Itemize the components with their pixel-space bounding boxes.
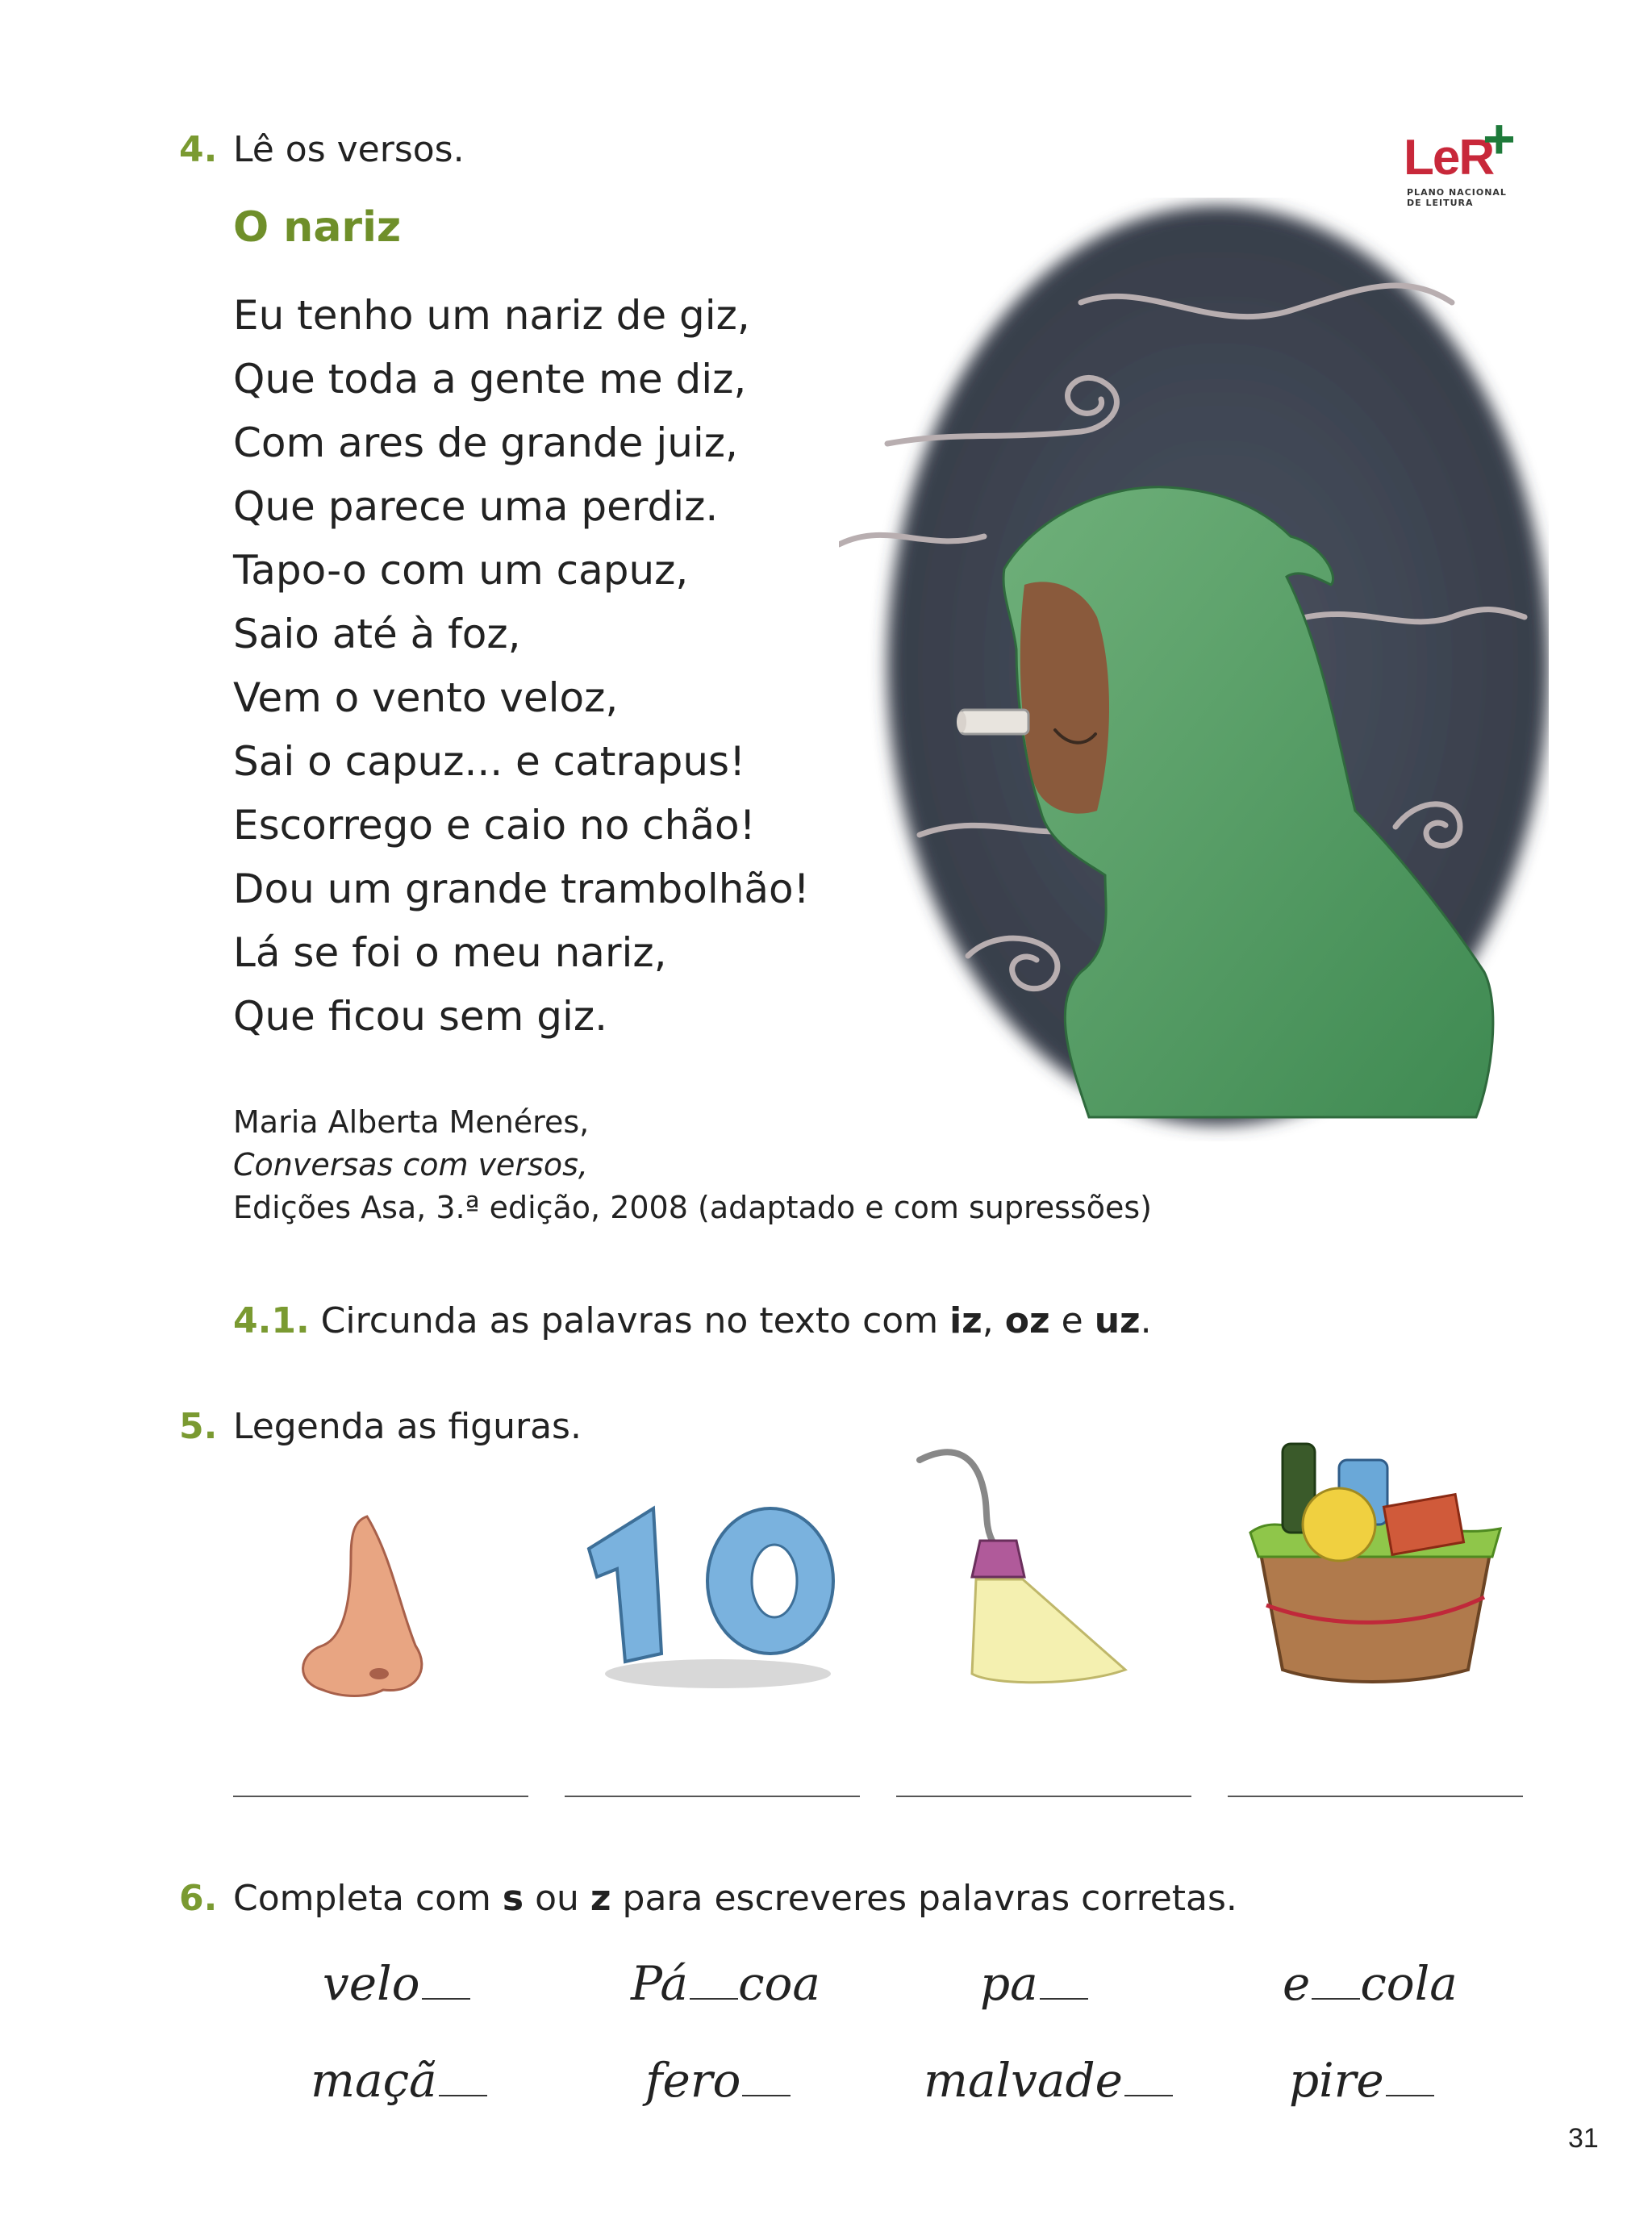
ending-oz: oz: [1004, 1300, 1050, 1341]
poem: [233, 284, 810, 1049]
answer-line-1[interactable]: [233, 1796, 528, 1797]
verse: Que parece uma perdiz.: [233, 483, 719, 530]
exercise-4-1-number: 4.1.: [233, 1300, 310, 1341]
verse: Saio até à foz,: [233, 611, 521, 657]
exercise-4-1: 4.1. Circunda as palavras no texto com iz, oz e uz.: [233, 1300, 1152, 1341]
nose-figure: [286, 1508, 448, 1702]
verse: Sai o capuz... e catrapus!: [233, 738, 746, 785]
letter-z: z: [590, 1878, 611, 1919]
credit-author: Maria Alberta Menéres,: [233, 1104, 590, 1140]
exercise-4-instruction: Lê os versos.: [233, 129, 465, 170]
logo-subtitle: PLANO NACIONAL DE LEITURA: [1407, 187, 1507, 208]
verse: Escorrego e caio no chão!: [233, 802, 756, 849]
word-blank[interactable]: pa: [980, 1956, 1088, 2011]
word-blank[interactable]: Pá coa: [631, 1956, 820, 2011]
exercise-4-number: 4.: [179, 129, 218, 170]
word-blank[interactable]: pire: [1289, 2053, 1434, 2108]
word-blank[interactable]: malvade: [924, 2053, 1173, 2108]
lamp-figure: [903, 1444, 1145, 1686]
answer-line-3[interactable]: [896, 1796, 1191, 1797]
exercise-6-instruction: Completa com s ou z para escreveres palavras corretas.: [233, 1878, 1237, 1919]
verse: Vem o vento veloz,: [233, 674, 619, 721]
verse: Tapo-o com um capuz,: [233, 547, 689, 594]
credit-edition: Edições Asa, 3.ª edição, 2008 (adaptado e com supressões): [233, 1190, 1152, 1225]
logo-plus-icon: +: [1483, 107, 1516, 170]
verse: Lá se foi o meu nariz,: [233, 929, 667, 976]
poem-title: O nariz: [233, 203, 402, 252]
exercise-5-instruction: Legenda as figuras.: [233, 1406, 582, 1447]
hooded-child-illustration: [839, 198, 1549, 1141]
verse: Que ficou sem giz.: [233, 993, 608, 1040]
verse: Com ares de grande juiz,: [233, 419, 738, 466]
basket-figure: [1234, 1436, 1516, 1686]
answer-line-2[interactable]: [565, 1796, 860, 1797]
word-blank[interactable]: maçã: [311, 2053, 487, 2108]
number-ten-figure: [573, 1492, 855, 1702]
word-blank[interactable]: fero: [645, 2053, 791, 2108]
page-number: 31: [1568, 2123, 1599, 2154]
verse: Eu tenho um nariz de giz,: [233, 292, 750, 339]
verse: Dou um grande trambolhão!: [233, 866, 810, 912]
letter-s: s: [502, 1878, 524, 1919]
exercise-5-number: 5.: [179, 1406, 218, 1447]
ending-iz: iz: [949, 1300, 982, 1341]
exercise-6-number: 6.: [179, 1878, 218, 1919]
word-blank[interactable]: e cola: [1283, 1956, 1458, 2011]
logo-word: LeR: [1404, 130, 1494, 186]
ending-uz: uz: [1094, 1300, 1141, 1341]
credit-book: Conversas com versos,: [233, 1147, 588, 1183]
exercise-4-1-text: Circunda as palavras no texto com: [320, 1300, 939, 1341]
word-blank[interactable]: velo: [323, 1956, 470, 2011]
answer-line-4[interactable]: [1228, 1796, 1523, 1797]
verse: Que toda a gente me diz,: [233, 356, 747, 403]
